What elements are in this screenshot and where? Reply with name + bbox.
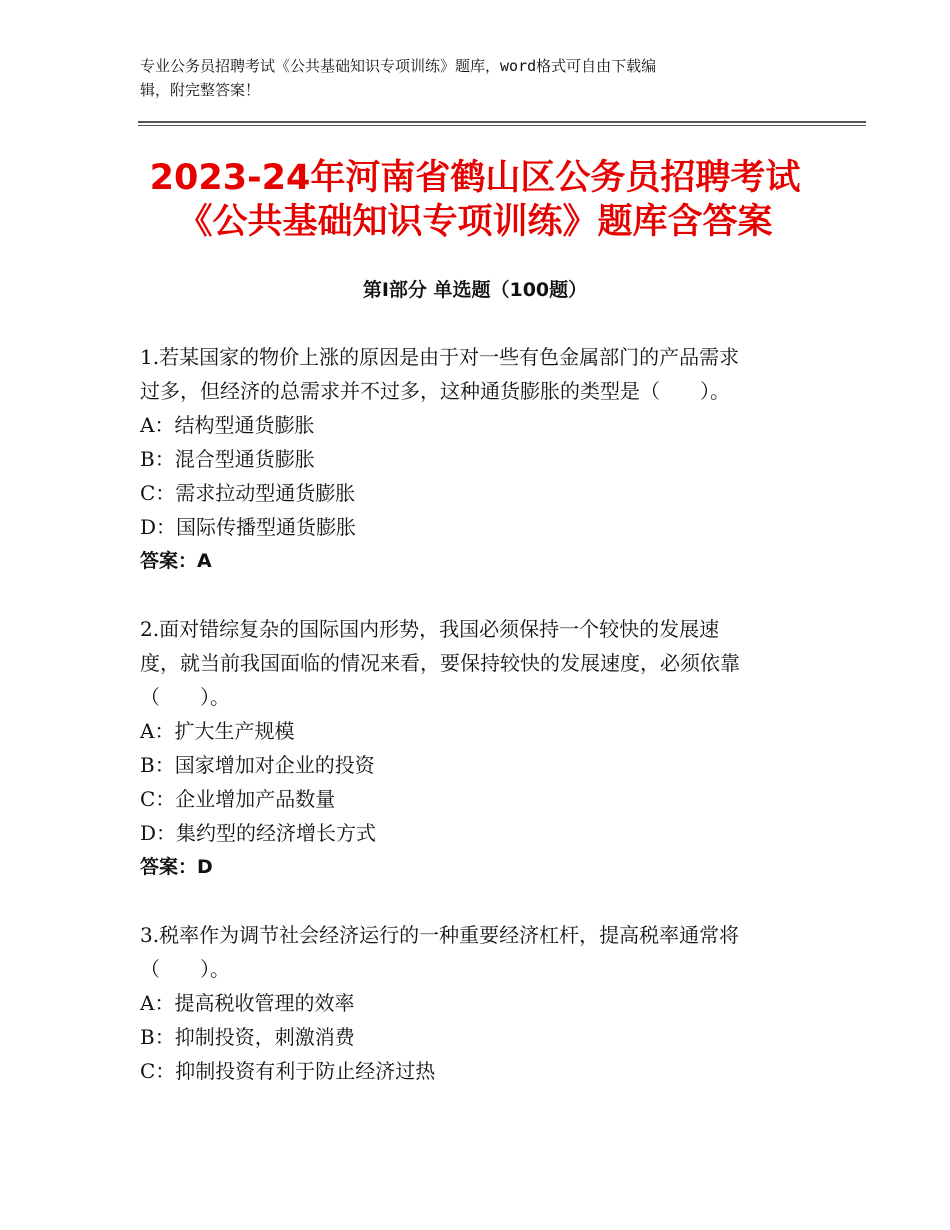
title-line-2: 《公共基础知识专项训练》题库含答案	[177, 202, 773, 242]
question-text-line: 3.税率作为调节社会经济运行的一种重要经济杠杆，提高税率通常将	[140, 923, 740, 947]
option-a: A：结构型通货膨胀	[140, 413, 315, 437]
option-a: A：扩大生产规模	[140, 719, 295, 743]
option-c: C：需求拉动型通货膨胀	[140, 481, 356, 505]
option-d: D：国际传播型通货膨胀	[140, 515, 357, 539]
question-text-line: 1.若某国家的物价上涨的原因是由于对一些有色金属部门的产品需求	[140, 345, 740, 369]
option-c: C：抑制投资有利于防止经济过热	[140, 1059, 436, 1083]
question-list	[140, 340, 800, 1122]
page-header	[140, 54, 800, 102]
question-2	[140, 612, 800, 884]
option-b: B：抑制投资，刺激消费	[140, 1025, 355, 1049]
question-text-line: 2.面对错综复杂的国际国内形势，我国必须保持一个较快的发展速	[140, 617, 720, 641]
option-b: B：国家增加对企业的投资	[140, 753, 375, 777]
answer: 答案：A	[140, 550, 212, 572]
question-1	[140, 340, 800, 578]
header-line-2: 辑，附完整答案！	[140, 81, 261, 99]
option-a: A：提高税收管理的效率	[140, 991, 355, 1015]
option-c: C：企业增加产品数量	[140, 787, 336, 811]
question-text-line: （ ）。	[140, 957, 230, 981]
header-line-1: 专业公务员招聘考试《公共基础知识专项训练》题库，word格式可自由下载编	[140, 57, 657, 75]
header-rule-thick	[138, 121, 866, 123]
question-text-line: （ ）。	[140, 685, 230, 709]
section-title: 第Ⅰ部分 单选题（100题）	[362, 279, 588, 301]
question-text-line: 度，就当前我国面临的情况来看，要保持较快的发展速度，必须依靠	[140, 651, 740, 675]
option-b: B：混合型通货膨胀	[140, 447, 315, 471]
question-3	[140, 918, 800, 1088]
answer: 答案：D	[140, 856, 213, 878]
document-title	[60, 156, 890, 244]
option-d: D：集约型的经济增长方式	[140, 821, 377, 845]
title-line-1: 2023-24年河南省鹤山区公务员招聘考试	[149, 158, 801, 198]
header-rule-thin	[138, 125, 866, 126]
question-text-line: 过多，但经济的总需求并不过多，这种通货膨胀的类型是（ ）。	[140, 379, 730, 403]
